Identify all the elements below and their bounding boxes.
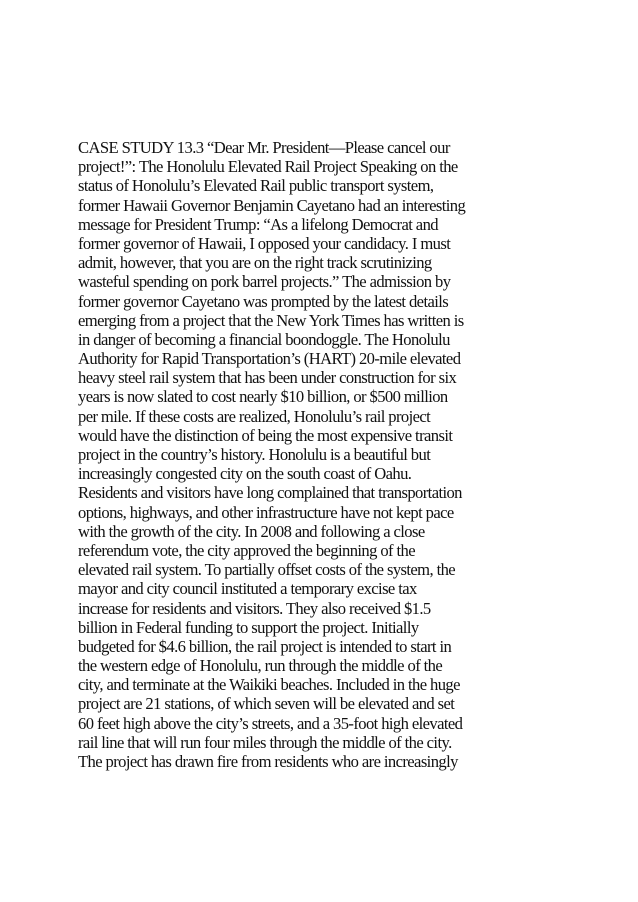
text-line: project!”: The Honolulu Elevated Rail Project Speaking on the: [78, 157, 458, 177]
text-line: message for President Trump: “As a lifelong Democrat and: [78, 214, 438, 234]
text-line: city, and terminate at the Waikiki beaches. Included in the huge: [78, 675, 460, 695]
body-text: [78, 138, 638, 771]
text-line: 60 feet high above the city’s streets, and a 35-foot high elevated: [78, 713, 463, 733]
text-line: would have the distinction of being the most expensive transit: [78, 425, 453, 445]
text-line: wasteful spending on pork barrel projects.” The admission by: [78, 272, 451, 292]
text-line: in danger of becoming a financial boondoggle. The Honolulu: [78, 329, 450, 349]
text-line: The project has drawn fire from residents who are increasingly: [78, 752, 458, 771]
text-line: per mile. If these costs are realized, Honolulu’s rail project: [78, 406, 431, 426]
text-line: admit, however, that you are on the right track scrutinizing: [78, 253, 432, 273]
text-line: project are 21 stations, of which seven will be elevated and set: [78, 694, 455, 714]
text-line: former governor of Hawaii, I opposed your candidacy. I must: [78, 233, 451, 253]
text-line: CASE STUDY 13.3 “Dear Mr. President—Please cancel our: [78, 138, 450, 157]
text-line: referendum vote, the city approved the beginning of the: [78, 540, 416, 560]
text-line: status of Honolulu’s Elevated Rail public transport system,: [78, 176, 434, 196]
text-line: budgeted for $4.6 billion, the rail project is intended to start in: [78, 636, 452, 656]
text-line: options, highways, and other infrastructure have not kept pace: [78, 502, 454, 522]
text-line: Authority for Rapid Transportation’s (HART) 20-mile elevated: [78, 349, 461, 369]
text-line: project in the country’s history. Honolulu is a beautiful but: [78, 445, 431, 464]
text-line: heavy steel rail system that has been under construction for six: [78, 368, 457, 388]
text-line: increasingly congested city on the south coast of Oahu.: [78, 464, 412, 484]
text-line: former governor Cayetano was prompted by the latest details: [78, 291, 449, 311]
text-line: elevated rail system. To partially offset costs of the system, the: [78, 560, 456, 580]
text-line: emerging from a project that the New York Times has written is: [78, 310, 464, 330]
text-line: mayor and city council instituted a temporary excise tax: [78, 579, 417, 599]
text-line: Residents and visitors have long complained that transportation: [78, 483, 462, 503]
text-line: rail line that will run four miles through the middle of the city.: [78, 732, 452, 752]
text-line: billion in Federal funding to support the project. Initially: [78, 617, 419, 637]
text-line: former Hawaii Governor Benjamin Cayetano had an interesting: [78, 195, 466, 215]
text-line: with the growth of the city. In 2008 and following a close: [78, 521, 425, 541]
text-line: the western edge of Honolulu, run through the middle of the: [78, 656, 443, 676]
text-line: increase for residents and visitors. They also received $1.5: [78, 598, 431, 618]
text-line: years is now slated to cost nearly $10 billion, or $500 million: [78, 387, 448, 407]
